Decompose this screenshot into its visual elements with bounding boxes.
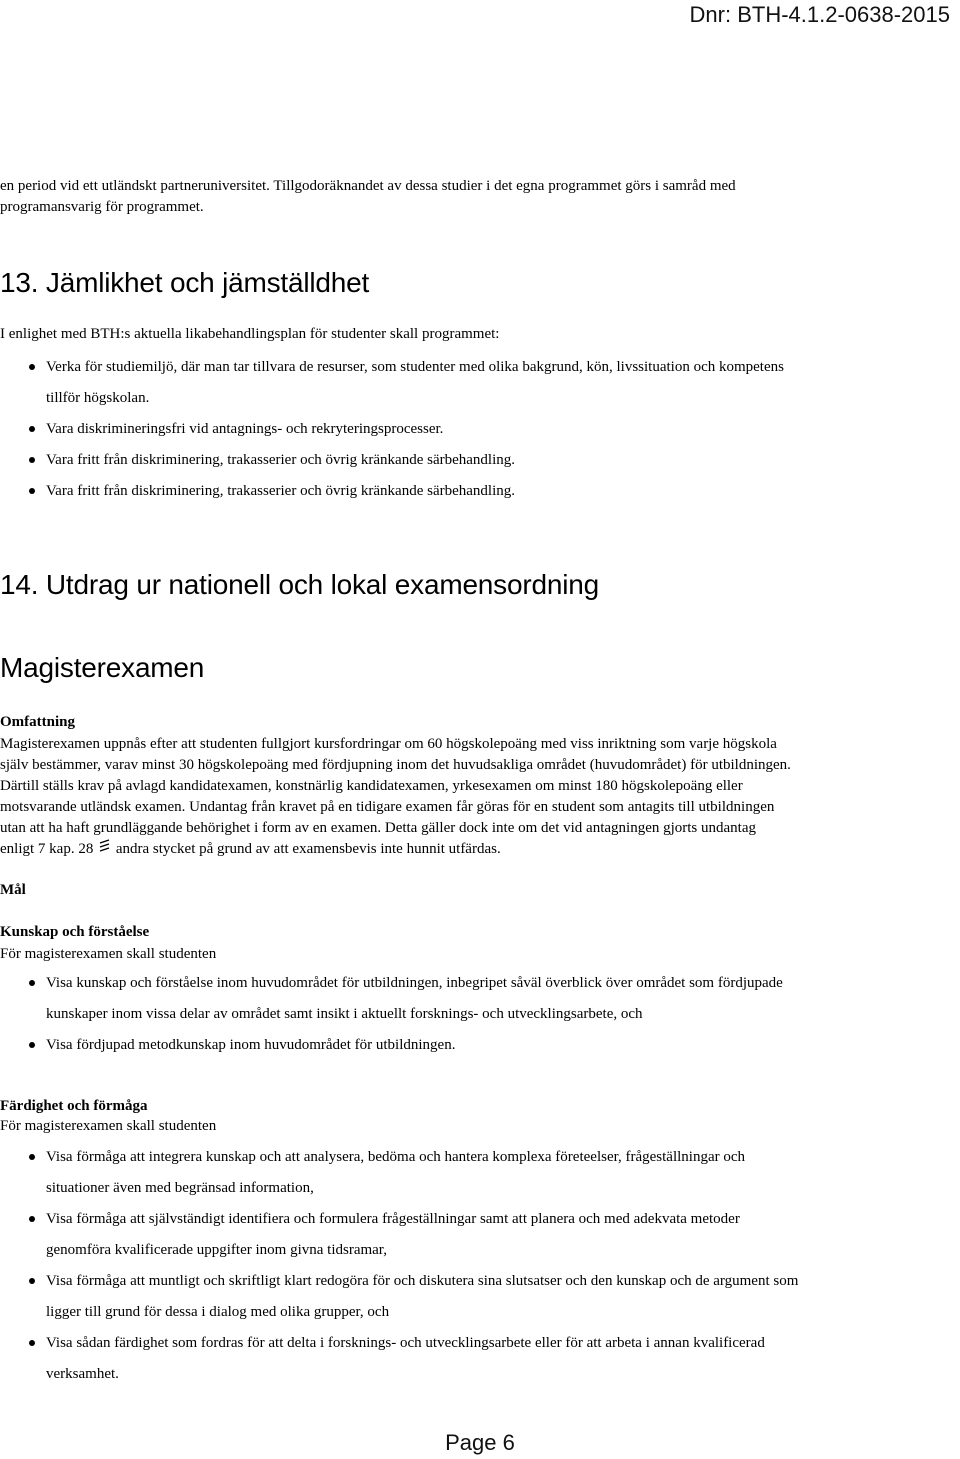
magisterexamen-heading: Magisterexamen bbox=[0, 652, 205, 683]
fardighet-lead: För magisterexamen skall studenten bbox=[0, 1118, 217, 1134]
list-item bbox=[0, 1142, 960, 1204]
list-item-text: verksamhet. bbox=[46, 1366, 119, 1382]
list-item-text: Vara diskrimineringsfri vid antagnings- och rekryteringsprocesser. bbox=[46, 421, 444, 437]
list-item-text: situationer även med begränsad information, bbox=[46, 1180, 314, 1196]
omfattning-label: Omfattning bbox=[0, 714, 75, 730]
list-item bbox=[0, 1328, 960, 1390]
section-13-lead: I enlighet med BTH:s aktuella likabehandlingsplan för studenter skall programmet: bbox=[0, 326, 500, 342]
list-item-text: Visa förmåga att självständigt identifiera och formulera frågeställningar samt att planera och med adekvata metoder bbox=[46, 1211, 740, 1227]
omfattning-line bbox=[0, 839, 960, 860]
list-item bbox=[0, 445, 960, 476]
list-item bbox=[0, 1030, 960, 1061]
list-item-text: kunskaper inom vissa delar av området samt insikt i aktuellt forsknings- och utvecklingsarbete, och bbox=[46, 1006, 643, 1022]
list-item-text: genomföra kvalificerade uppgifter inom givna tidsramar, bbox=[46, 1242, 387, 1258]
fardighet-list bbox=[0, 1142, 960, 1390]
omfattning-line-part: andra stycket på grund av att examensbevis inte hunnit utfärdas. bbox=[115, 841, 501, 857]
list-item bbox=[0, 1266, 960, 1328]
omfattning-line: själv bestämmer, varav minst 30 högskolepoäng med fördjupning inom det huvudsakliga området (huvudområdet) för utbildningen. bbox=[0, 757, 791, 773]
list-item bbox=[0, 968, 960, 1030]
document-number: Dnr: BTH-4.1.2-0638-2015 bbox=[689, 2, 950, 27]
list-item bbox=[0, 352, 960, 414]
omfattning-line-part: enligt 7 kap. 28 bbox=[0, 841, 94, 857]
list-item-text: tillför högskolan. bbox=[46, 390, 150, 406]
omfattning-line: Magisterexamen uppnås efter att studenten fullgjort kursfordringar om 60 högskolepoäng med viss inriktning som varje högskola bbox=[0, 736, 777, 752]
list-item-text: Visa kunskap och förståelse inom huvudområdet för utbildningen, inbegripet såväl överblick över området som fördjupade bbox=[46, 975, 783, 991]
list-item bbox=[0, 476, 960, 507]
intro-paragraph bbox=[0, 176, 960, 218]
omfattning-line: utan att ha haft grundläggande behörighet i form av en examen. Detta gäller dock inte om det vid antagningen gjorts undantag bbox=[0, 820, 757, 836]
mal-label: Mål bbox=[0, 882, 26, 898]
section-sign-icon bbox=[99, 839, 110, 860]
kunskap-list bbox=[0, 968, 960, 1061]
list-item bbox=[0, 414, 960, 445]
kunskap-lead: För magisterexamen skall studenten bbox=[0, 946, 217, 962]
section-13-list bbox=[0, 352, 960, 507]
list-item-text: Vara fritt från diskriminering, trakasserier och övrig kränkande särbehandling. bbox=[46, 452, 515, 468]
omfattning-paragraph bbox=[0, 734, 960, 860]
list-item-text: Visa förmåga att integrera kunskap och att analysera, bedöma och hantera komplexa företeelser, frågeställningar och bbox=[46, 1149, 746, 1165]
list-item-text: Visa fördjupad metodkunskap inom huvudområdet för utbildningen. bbox=[46, 1037, 456, 1053]
page-number: Page 6 bbox=[445, 1430, 515, 1455]
list-item-text: Visa förmåga att muntligt och skriftligt klart redogöra för och diskutera sina slutsatser och den kunskap och de argument som bbox=[46, 1273, 799, 1289]
list-item-text: Visa sådan färdighet som fordras för att delta i forsknings- och utvecklingsarbete eller för att arbeta i annan kvalificerad bbox=[46, 1335, 765, 1351]
list-item-text: Vara fritt från diskriminering, trakasserier och övrig kränkande särbehandling. bbox=[46, 483, 515, 499]
section-13-heading: 13. Jämlikhet och jämställdhet bbox=[0, 267, 370, 298]
list-item bbox=[0, 1204, 960, 1266]
intro-line: programansvarig för programmet. bbox=[0, 199, 204, 215]
intro-line: en period vid ett utländskt partneruniversitet. Tillgodoräknandet av dessa studier i det egna programmet görs i samråd med bbox=[0, 178, 736, 194]
kunskap-label: Kunskap och förståelse bbox=[0, 924, 150, 940]
list-item-text: ligger till grund för dessa i dialog med olika grupper, och bbox=[46, 1304, 390, 1320]
list-item-text: Verka för studiemiljö, där man tar tillvara de resurser, som studenter med olika bakgrund, kön, livssituation och kompetens bbox=[46, 359, 784, 375]
section-14-heading: 14. Utdrag ur nationell och lokal examensordning bbox=[0, 569, 599, 600]
omfattning-line: motsvarande utländsk examen. Undantag från kravet på en tidigare examen får göras för en student som antagits till utbildningen bbox=[0, 799, 775, 815]
fardighet-label: Färdighet och förmåga bbox=[0, 1098, 148, 1114]
omfattning-line: Därtill ställs krav på avlagd kandidatexamen, konstnärlig kandidatexamen, yrkesexamen om minst 180 högskolepoäng eller bbox=[0, 778, 743, 794]
